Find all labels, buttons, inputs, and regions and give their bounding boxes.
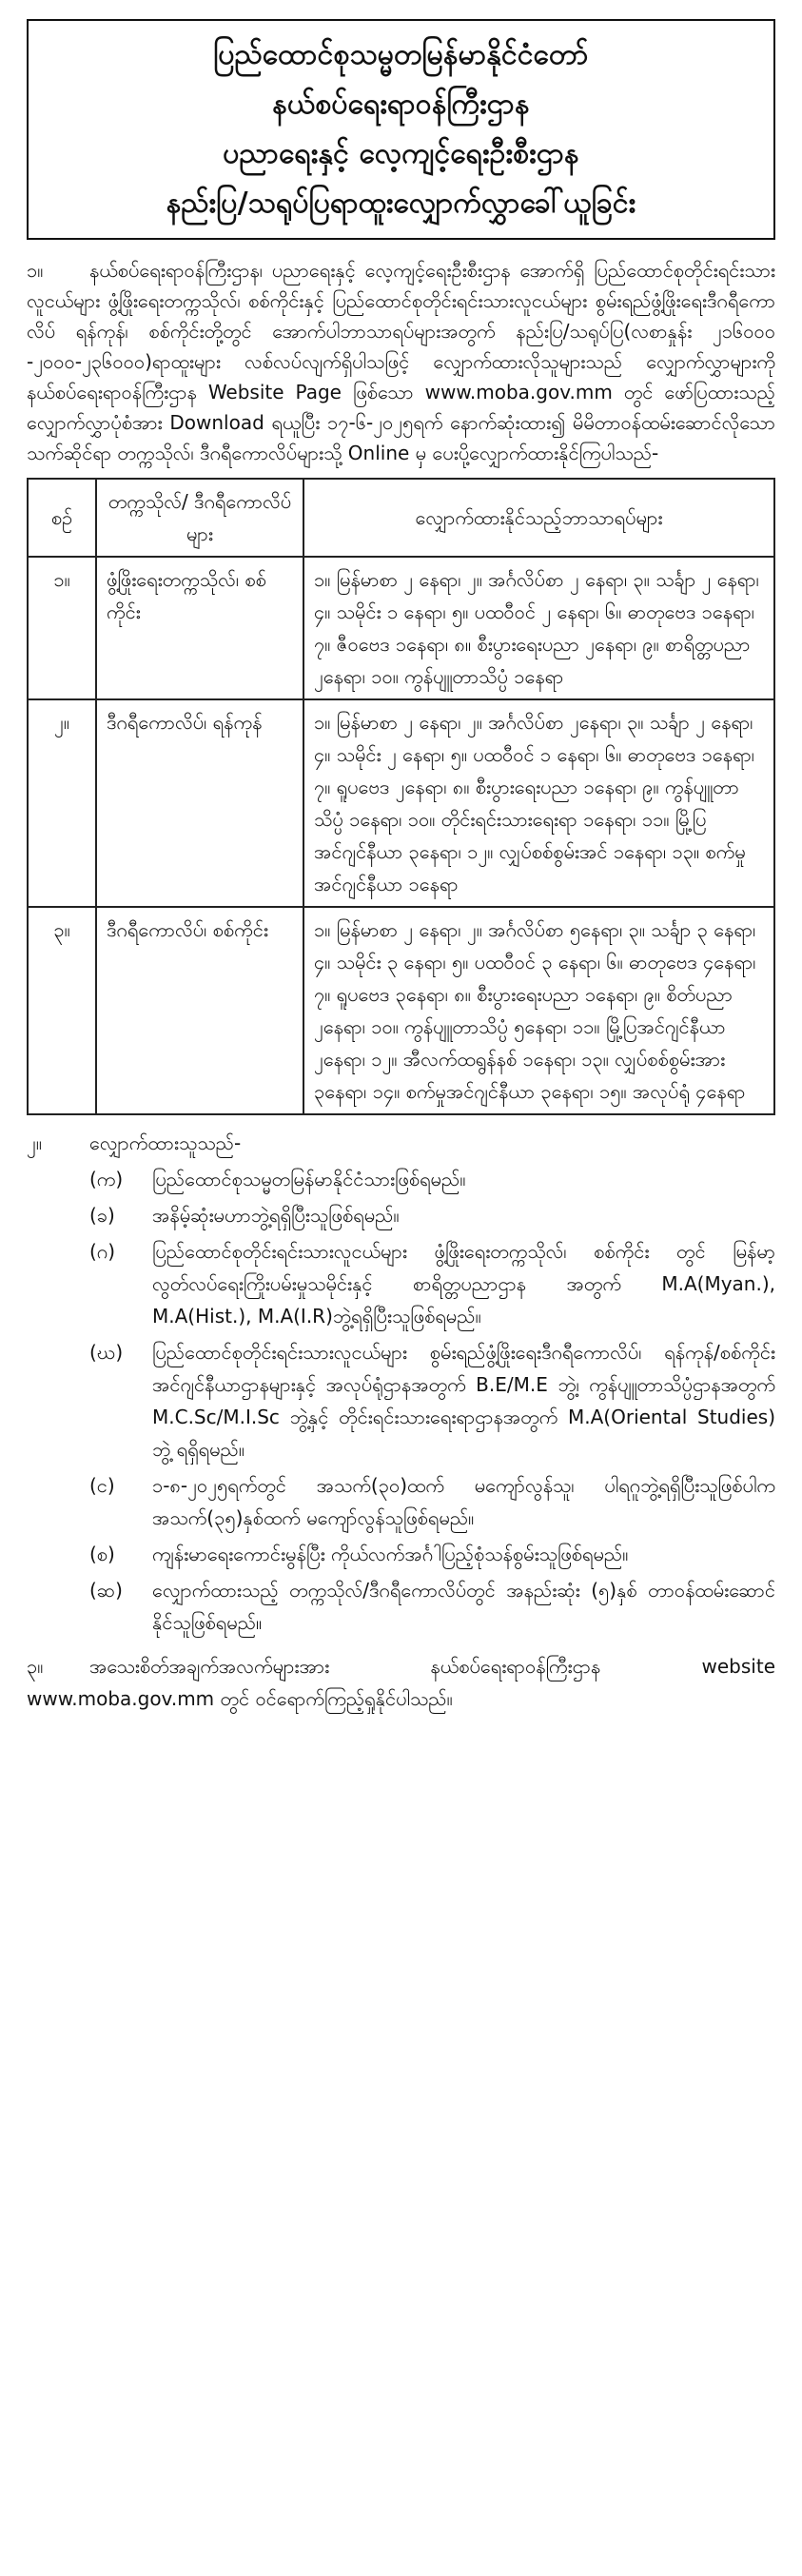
intro-paragraph (27, 255, 775, 468)
table-header-row (28, 479, 774, 557)
requirement-mark: (ခ) (89, 1204, 115, 1227)
intro-text: နယ်စပ်ရေးရာဝန်ကြီးဌာန၊ ပညာရေးနှင့် လေ့ကျင့်ရေးဦးစီးဌာန အောက်ရှိ ပြည်ထောင်စုတိုင်းရင်းသားလူငယ်များ ဖွံ့ဖြိုးရေးတက္ကသိုလ်၊ စစ်ကိုင်းနှင့် ပြည်ထောင်စုတိုင်းရင်းသားလူငယ်များ စွမ်းရည်ဖွံ့ဖြိုးရေးဒီဂရီကောလိပ် ရန်ကုန်၊ စစ်ကိုင်းတို့တွင် အောက်ပါဘာသာရပ်များအတွက် နည်းပြ/သရုပ်ပြ(လစာနှုန်း ၂၁၆၀၀၀ -၂၀၀၀-၂၃၆၀၀၀)ရာထူးများ လစ်လပ်လျက်ရှိပါသဖြင့် လျှောက်ထားလိုသူများသည် လျှောက်လွှာများကို နယ်စပ်ရေးရာဝန်ကြီးဌာန Website Page ဖြစ်သော www.moba.gov.mm တွင် ဖော်ပြထားသည့် လျှောက်လွှာပုံစံအား Download ရယူပြီး ၁၇-၆-၂၀၂၅ရက် နောက်ဆုံးထား၍ မိမိတာဝန်ထမ်းဆောင်လိုသော သက်ဆိုင်ရာ တက္ကသိုလ်၊ ဒီဂရီကောလိပ်များသို့ Online မှ ပေးပို့လျှောက်ထားနိုင်ကြပါသည်- (27, 259, 775, 464)
header-subjects: လျှောက်ထားနိုင်သည့်ဘာသာရပ်များ (303, 479, 774, 557)
row-subjects: ၁။ မြန်မာစာ ၂ နေရာ၊ ၂။ အင်္ဂလိပ်စာ ၂ နေရာ၊ ၃။ သင်္ချာ ၂ နေရာ၊ ၄။ သမိုင်း ၁ နေရာ၊ ၅။ ပထဝီဝင် ၂ နေရာ၊ ၆။ ဓာတုဗေဒ ၁နေရာ၊ ၇။ ဇီဝဗေဒ ၁နေရာ၊ ၈။ စီးပွားရေးပညာ ၂နေရာ၊ ၉။ စာရိတ္တပညာ ၂နေရာ၊ ၁၀။ ကွန်ပျူတာသိပ္ပံ ၁နေရာ (303, 557, 774, 699)
announcement-page (27, 19, 775, 2557)
requirement-item (27, 1469, 775, 1534)
requirement-mark: (င) (89, 1474, 115, 1497)
header-no: စဉ် (28, 479, 96, 557)
header-country: ပြည်ထောင်စုသမ္မတမြန်မာနိုင်ငံတော် (213, 38, 589, 71)
row-subjects: ၁။ မြန်မာစာ ၂ နေရာ၊ ၂။ အင်္ဂလိပ်စာ ၂နေရာ၊ ၃။ သင်္ချာ ၂ နေရာ၊ ၄။ သမိုင်း ၂ နေရာ၊ ၅။ ပထဝီဝင် ၁ နေရာ၊ ၆။ ဓာတုဗေဒ ၁နေရာ၊ ၇။ ရူပဗေဒ ၂နေရာ၊ ၈။ စီးပွားရေးပညာ ၁နေရာ၊ ၉။ ကွန်ပျူတာသိပ္ပံ ၁နေရာ၊ ၁၀။ တိုင်းရင်းသားရေးရာ ၁နေရာ၊ ၁၁။ မြို့ပြအင်ဂျင်နီယာ ၃နေရာ၊ ၁၂။ လျှပ်စစ်စွမ်းအင် ၁နေရာ၊ ၁၃။ စက်မှုအင်ဂျင်နီယာ ၁နေရာ (303, 699, 774, 907)
requirement-item (27, 1538, 775, 1570)
requirement-text: ကျန်းမာရေးကောင်းမွန်ပြီး ကိုယ်လက်အင်္ဂါပြည့်စုံသန်စွမ်းသူဖြစ်ရမည်။ (152, 1543, 629, 1565)
vacancy-table (27, 478, 775, 1115)
row-subjects: ၁။ မြန်မာစာ ၂ နေရာ၊ ၂။ အင်္ဂလိပ်စာ ၅နေရာ၊ ၃။ သင်္ချာ ၃ နေရာ၊ ၄။ သမိုင်း ၃ နေရာ၊ ၅။ ပထဝီဝင် ၃ နေရာ၊ ၆။ ဓာတုဗေဒ ၄နေရာ၊ ၇။ ရူပဗေဒ ၃နေရာ၊ ၈။ စီးပွားရေးပညာ ၁နေရာ၊ ၉။ စိတ်ပညာ ၂နေရာ၊ ၁၀။ ကွန်ပျူတာသိပ္ပံ ၅နေရာ၊ ၁၁။ မြို့ပြအင်ဂျင်နီယာ ၂နေရာ၊ ၁၂။ အီလက်ထရွန်နစ် ၁နေရာ၊ ၁၃။ လျှပ်စစ်စွမ်းအား ၃နေရာ၊ ၁၄။ စက်မှုအင်ဂျင်နီယာ ၃နေရာ၊ ၁၅။ အလုပ်ရုံ ၄နေရာ (303, 907, 774, 1114)
requirement-mark: (က) (89, 1168, 124, 1190)
row-institution: ဒီဂရီကောလိပ်၊ ရန်ကုန် (96, 699, 303, 907)
row-institution: ဒီဂရီကောလိပ်၊ စစ်ကိုင်း (96, 907, 303, 1114)
header-box (27, 19, 775, 240)
footer-number: ၃။ (27, 1655, 44, 1678)
header-department: ပညာရေးနှင့် လေ့ကျင့်ရေးဦးစီးဌာန (223, 137, 579, 170)
requirement-mark: (ဃ) (89, 1341, 124, 1364)
requirement-text: လျှောက်ထားသည့် တက္ကသိုလ်/ဒီဂရီကောလိပ်တွင် အနည်းဆုံး (၅)နှစ် တာဝန်ထမ်းဆောင်နိုင်သူဖြစ်ရမည်။ (152, 1579, 775, 1634)
footer-text: အသေးစိတ်အချက်အလက်များအား နယ်စပ်ရေးရာဝန်ကြီးဌာန website www.moba.gov.mm တွင် ဝင်ရောက်ကြည့်ရှုနိုင်ပါသည်။ (27, 1655, 775, 1710)
row-institution: ဖွံ့ဖြိုးရေးတက္ကသိုလ်၊ စစ်ကိုင်း (96, 557, 303, 699)
intro-number: ၁။ (27, 259, 44, 282)
footer-paragraph (27, 1650, 775, 1715)
requirement-text: ပြည်ထောင်စုတိုင်းရင်းသားလူငယ်များ စွမ်းရည်ဖွံ့ဖြိုးရေးဒီဂရီကောလိပ်၊ ရန်ကုန်/စစ်ကိုင်း အင်ဂျင်နီယာဌာနများနှင့် အလုပ်ရုံဌာနအတွက် B.E/M.E ဘွဲ့၊ ကွန်ပျူတာသိပ္ပံဌာနအတွက် M.C.Sc/M.I.Sc ဘွဲ့နှင့် တိုင်းရင်းသားရေးရာဌာနအတွက် M.A(Oriental Studies) ဘွဲ့ ရရှိရမည်။ (152, 1341, 775, 1461)
requirement-text: ပြည်ထောင်စုတိုင်းရင်းသားလူငယ်များ ဖွံ့ဖြိုးရေးတက္ကသိုလ်၊ စစ်ကိုင်း တွင် မြန်မာ့လွတ်လပ်ရေးကြိုးပမ်းမှုသမိုင်းနှင့် စာရိတ္တပညာဌာန အတွက် M.A(Myan.), M.A(Hist.), M.A(I.R)ဘွဲ့ရရှိပြီးသူဖြစ်ရမည်။ (152, 1240, 775, 1327)
requirement-text: ပြည်ထောင်စုသမ္မတမြန်မာနိုင်ငံသားဖြစ်ရမည်။ (152, 1168, 466, 1190)
row-no: ၁။ (28, 557, 96, 699)
requirement-text: ၁-၈-၂၀၂၅ရက်တွင် အသက်(၃၀)ထက် မကျော်လွန်သူ၊ ပါရဂူဘွဲ့ရရှိပြီးသူဖြစ်ပါက အသက်(၃၅)နှစ်ထက် မကျော်လွန်သူဖြစ်ရမည်။ (152, 1474, 775, 1529)
row-no: ၂။ (28, 699, 96, 907)
header-institution: တက္ကသိုလ်/ ဒီဂရီကောလိပ်များ (96, 479, 303, 557)
requirement-mark: (စ) (89, 1543, 115, 1565)
requirements-number: ၂။ (27, 1131, 42, 1154)
requirement-item (27, 1163, 775, 1195)
requirement-mark: (ဂ) (89, 1240, 116, 1263)
requirement-item (27, 1336, 775, 1465)
requirement-item (27, 1574, 775, 1639)
requirements-heading: လျှောက်ထားသူသည်- (89, 1131, 242, 1154)
requirements-title (27, 1127, 775, 1159)
table-row (28, 907, 774, 1114)
requirement-mark: (ဆ) (89, 1579, 123, 1602)
table-row (28, 699, 774, 907)
row-no: ၃။ (28, 907, 96, 1114)
header-title: နည်းပြ/သရုပ်ပြရာထူးလျှောက်လွှာခေါ်ယူခြင်း (166, 187, 636, 220)
requirement-text: အနိမ့်ဆုံးမဟာဘွဲ့ရရှိပြီးသူဖြစ်ရမည်။ (152, 1204, 400, 1227)
requirement-item (27, 1235, 775, 1332)
table-row (28, 557, 774, 699)
requirement-item (27, 1199, 775, 1231)
header-ministry: နယ်စပ်ရေးရာဝန်ကြီးဌာန (272, 88, 530, 121)
